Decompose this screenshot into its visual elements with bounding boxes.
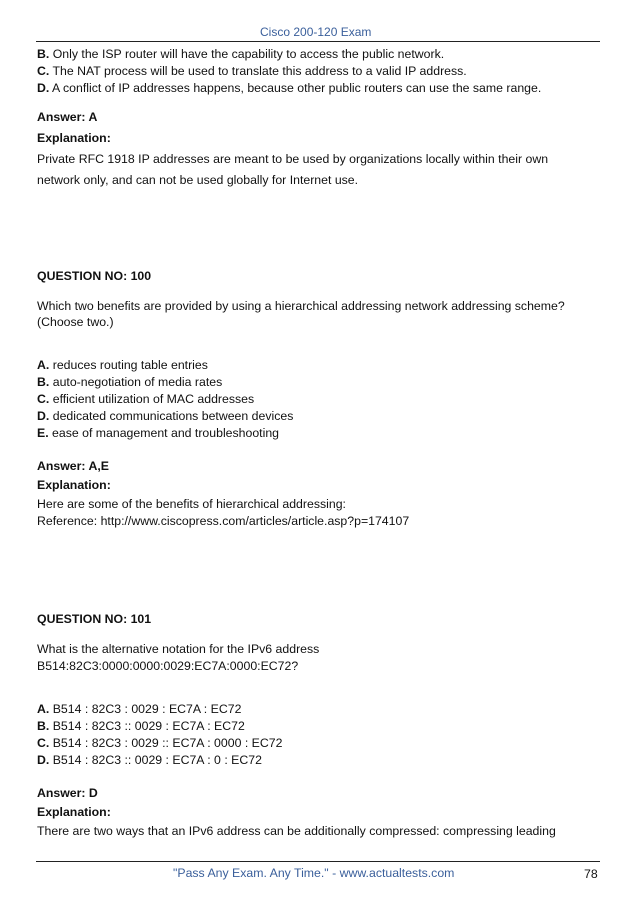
answer-101: Answer: D	[37, 786, 98, 800]
q100-option-d	[37, 408, 293, 424]
option-text: reduces routing table entries	[49, 358, 208, 372]
header-title: Cisco 200-120 Exam	[260, 25, 372, 39]
explanation-label-101: Explanation:	[37, 805, 111, 819]
option-letter: C.	[37, 64, 50, 78]
option-c-prev	[37, 63, 467, 79]
option-letter: C.	[37, 392, 50, 406]
q101-option-b	[37, 718, 245, 734]
option-letter: A.	[37, 358, 50, 372]
q100-option-c	[37, 391, 254, 407]
footer-rule	[36, 861, 600, 862]
page-number: 78	[584, 867, 598, 881]
option-text: auto-negotiation of media rates	[49, 375, 223, 389]
q101-option-d	[37, 752, 262, 768]
q100-option-b	[37, 374, 222, 390]
question-101-heading: QUESTION NO: 101	[37, 612, 152, 626]
option-letter: C.	[37, 736, 50, 750]
option-text: B514 : 82C3 : 0029 : EC7A : EC72	[49, 702, 242, 716]
question-100-text-line: Which two benefits are provided by using a hierarchical addressing network addressing scheme?	[37, 299, 565, 313]
q101-option-c	[37, 735, 282, 751]
q100-option-e	[37, 425, 279, 441]
explanation-label-100: Explanation:	[37, 478, 111, 492]
answer-100: Answer: A,E	[37, 459, 109, 473]
q100-option-a	[37, 357, 208, 373]
option-letter: B.	[37, 47, 50, 61]
option-text: Only the ISP router will have the capability to access the public network.	[49, 47, 445, 61]
explanation-line: Private RFC 1918 IP addresses are meant to be used by organizations locally within their own	[37, 152, 549, 166]
option-text: B514 : 82C3 :: 0029 : EC7A : 0 : EC72	[49, 753, 262, 767]
question-101-text-line: B514:82C3:0000:0000:0029:EC7A:0000:EC72?	[37, 659, 299, 673]
answer-prev: Answer: A	[37, 110, 98, 124]
header-rule	[36, 41, 600, 42]
option-letter: D.	[37, 81, 50, 95]
question-100-text-line: (Choose two.)	[37, 315, 114, 329]
option-letter: B.	[37, 375, 50, 389]
explanation-line: network only, and can not be used globally for Internet use.	[37, 173, 359, 187]
q101-option-a	[37, 701, 241, 717]
option-text: The NAT process will be used to translate this address to a valid IP address.	[49, 64, 467, 78]
explanation-line: Here are some of the benefits of hierarchical addressing:	[37, 497, 346, 511]
option-letter: E.	[37, 426, 49, 440]
option-text: dedicated communications between devices	[49, 409, 294, 423]
explanation-line: Reference: http://www.ciscopress.com/articles/article.asp?p=174107	[37, 514, 410, 528]
option-letter: D.	[37, 753, 50, 767]
option-letter: A.	[37, 702, 50, 716]
footer-slogan: "Pass Any Exam. Any Time." - www.actualtests.com	[173, 866, 455, 880]
option-text: ease of management and troubleshooting	[48, 426, 280, 440]
option-text: B514 : 82C3 :: 0029 : EC7A : EC72	[49, 719, 245, 733]
question-101-text-line: What is the alternative notation for the IPv6 address	[37, 642, 320, 656]
option-letter: D.	[37, 409, 50, 423]
explanation-label-prev: Explanation:	[37, 131, 111, 145]
option-text: A conflict of IP addresses happens, because other public routers can use the same range.	[49, 81, 542, 95]
option-letter: B.	[37, 719, 50, 733]
option-text: efficient utilization of MAC addresses	[49, 392, 255, 406]
question-100-heading: QUESTION NO: 100	[37, 269, 152, 283]
option-d-prev	[37, 80, 541, 96]
option-b-prev	[37, 46, 444, 62]
explanation-line: There are two ways that an IPv6 address can be additionally compressed: compressing leading	[37, 824, 556, 838]
option-text: B514 : 82C3 : 0029 :: EC7A : 0000 : EC72	[49, 736, 283, 750]
